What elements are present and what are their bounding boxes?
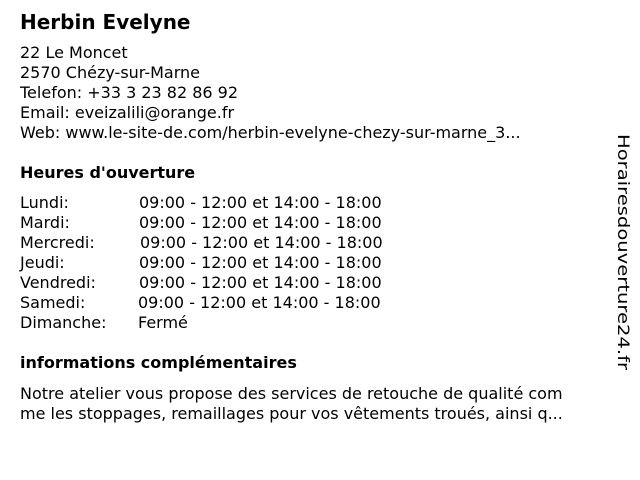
day-label: Vendredi: — [20, 273, 96, 292]
day-hours: 09:00 - 12:00 et 14:00 - 18:00 — [139, 253, 382, 272]
day-label: Jeudi: — [20, 253, 65, 272]
info-line-2: me les stoppages, remaillages pour vos vêtements troués, ainsi q... — [20, 404, 563, 423]
email-line: Email: eveizalili@orange.fr — [20, 103, 235, 122]
phone-line: Telefon: +33 3 23 82 86 92 — [20, 83, 239, 102]
address-street: 22 Le Moncet — [20, 43, 128, 62]
day-label: Dimanche: — [20, 313, 107, 332]
day-hours: 09:00 - 12:00 et 14:00 - 18:00 — [139, 213, 382, 232]
day-label: Mercredi: — [20, 233, 95, 252]
site-watermark — [612, 134, 636, 374]
day-hours: 09:00 - 12:00 et 14:00 - 18:00 — [140, 233, 383, 252]
day-hours: 09:00 - 12:00 et 14:00 - 18:00 — [139, 273, 382, 292]
day-label: Samedi: — [20, 293, 86, 312]
day-label: Mardi: — [20, 213, 70, 232]
day-hours: Fermé — [138, 313, 188, 332]
day-label: Lundi: — [20, 193, 69, 212]
contact-block — [20, 43, 521, 143]
hours-heading: Heures d'ouverture — [20, 163, 196, 182]
day-hours: 09:00 - 12:00 et 14:00 - 18:00 — [139, 193, 382, 212]
info-description — [20, 384, 563, 424]
info-line-1: Notre atelier vous propose des services de retouche de qualité com — [20, 384, 563, 403]
business-name: Herbin Evelyne — [20, 10, 191, 34]
web-line: Web: www.le-site-de.com/herbin-evelyne-chezy-sur-marne_3... — [20, 123, 521, 142]
watermark-svg — [612, 134, 636, 374]
watermark-text: Horairesdouverture24.fr — [614, 134, 633, 328]
address-city: 2570 Chézy-sur-Marne — [20, 63, 201, 82]
day-hours: 09:00 - 12:00 et 14:00 - 18:00 — [138, 293, 381, 312]
info-heading: informations complémentaires — [20, 353, 297, 372]
